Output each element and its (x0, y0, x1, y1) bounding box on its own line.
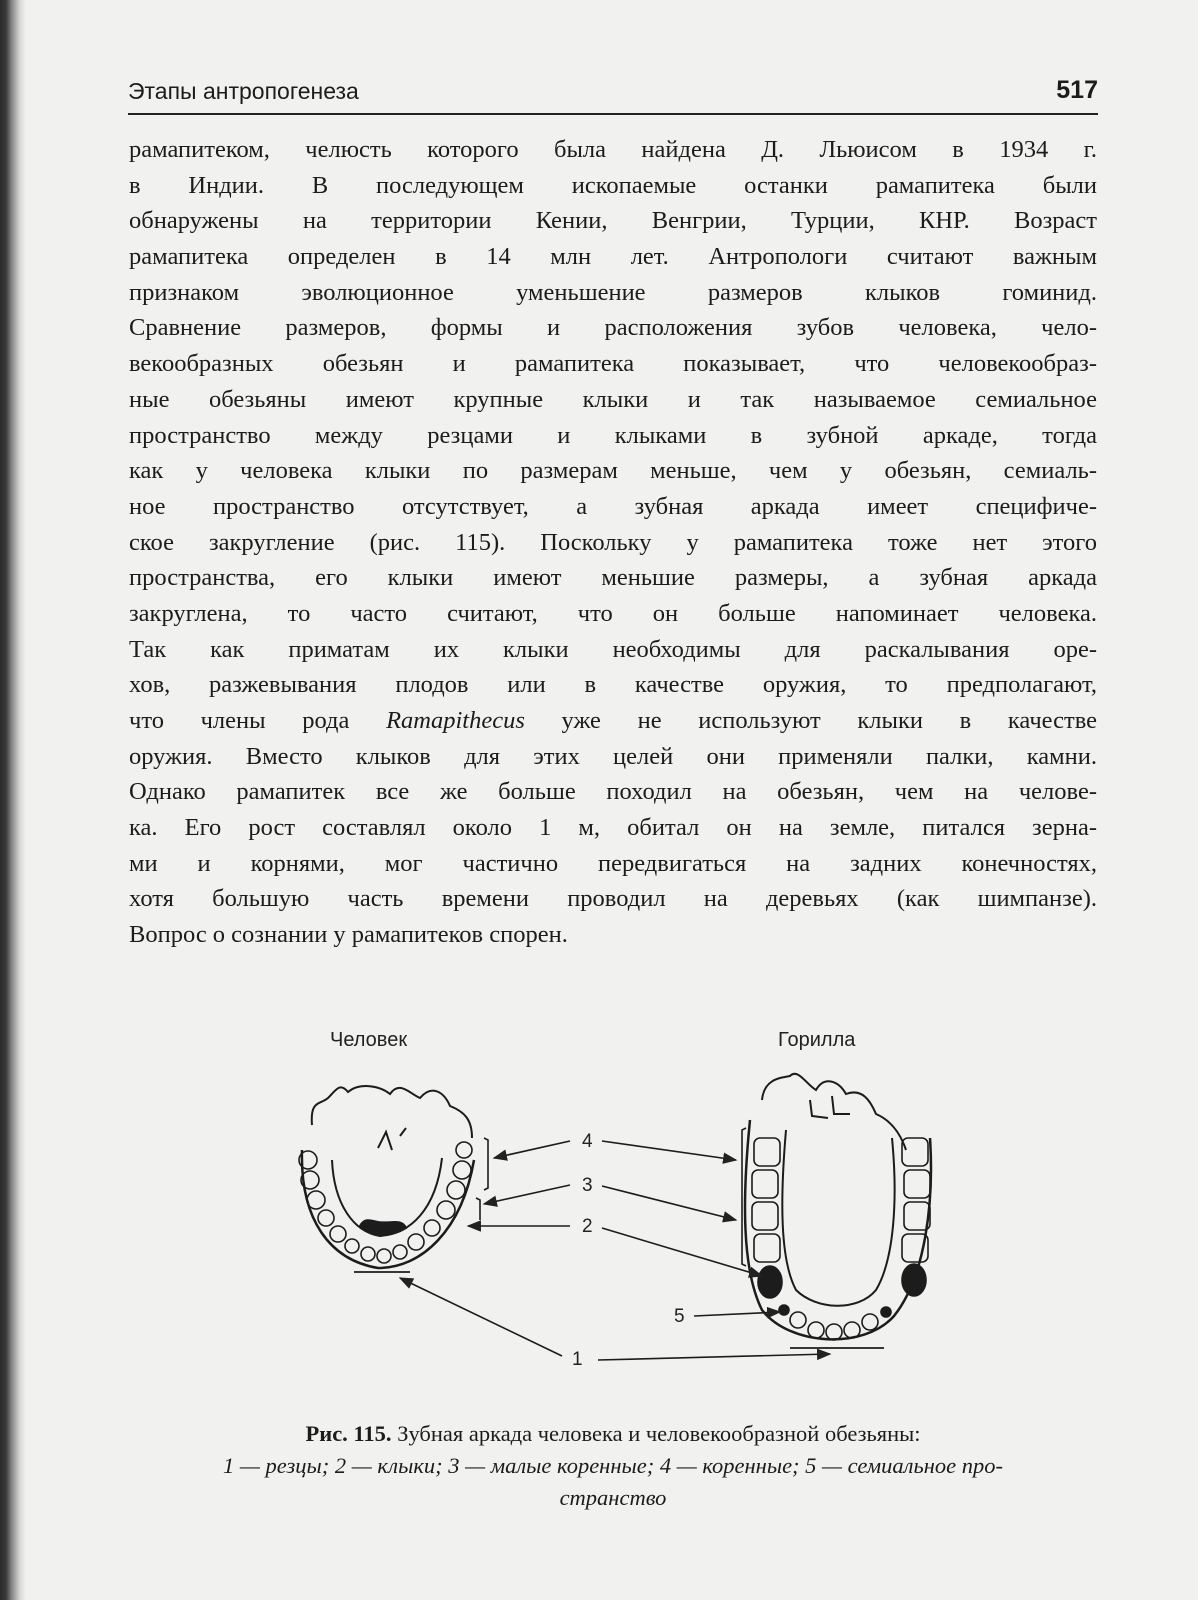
running-head (128, 78, 1098, 112)
text-line: ка. Его рост составлял около 1 м, обитал он на земле, питался зерна- (129, 814, 1097, 842)
text-line: оружия. Вместо клыков для этих целей они применяли палки, камни. (129, 742, 1097, 770)
text-line: ные обезьяны имеют крупные клыки и так называемое семиальное (129, 385, 1097, 413)
gorilla-jaw (742, 1074, 931, 1348)
figure-dental-arcade (250, 1020, 950, 1400)
arrow-1-gorilla (598, 1354, 830, 1360)
label-human: Человек (330, 1029, 408, 1051)
leader-arrows (400, 1141, 830, 1360)
text-line: Однако рамапитек все же больше походил на обезьян, чем на челове- (129, 778, 1097, 806)
text-line: обнаружены на территории Кении, Венгрии, Турции, КНР. Возраст (129, 207, 1097, 235)
caption-figure-number: Рис. 115. (305, 1421, 392, 1446)
arrow-2-gorilla (602, 1228, 762, 1276)
human-teeth (299, 1142, 472, 1263)
text-line: векообразных обезьян и рамапитека показывает, что человекообраз- (129, 350, 1097, 378)
text-line: хов, разжевывания плодов или в качестве оружия, то предполагают, (129, 671, 1097, 699)
label-num-3: 3 (582, 1175, 593, 1196)
label-num-4: 4 (582, 1131, 593, 1152)
text-line: ское закругление (рис. 115). Поскольку у рамапитека тоже нет этого (129, 528, 1097, 556)
text-line: в Индии. В последующем ископаемые останки рамапитека были (129, 171, 1097, 199)
gorilla-palate-mark (810, 1096, 850, 1118)
text-line: ми и корнями, мог частично передвигаться на задних конечностях, (129, 849, 1097, 877)
genus-name: Ramapithecus (386, 707, 525, 734)
text-line: рамапитека определен в 14 млн лет. Антропологи считают важным (129, 243, 1097, 271)
caption-title-line (130, 1418, 1096, 1450)
text-line: признаком эволюционное уменьшение размеров клыков гоминид. (129, 278, 1097, 306)
human-palate-outline (312, 1086, 472, 1138)
arrow-4-human (494, 1141, 570, 1158)
figure-caption (130, 1418, 1096, 1514)
human-jaw (299, 1086, 488, 1272)
text-line: закруглена, то часто считают, что он больше напоминает человека. (129, 599, 1097, 627)
arrow-3-gorilla (602, 1186, 736, 1220)
text-line-with-genus (129, 703, 1097, 739)
text-line: как у человека клыки по размерам меньше, чем у обезьян, семиаль- (129, 457, 1097, 485)
gorilla-teeth (752, 1138, 930, 1340)
gorilla-arch-inner (782, 1130, 894, 1306)
text-line: рамапитеком, челюсть которого была найдена Д. Льюисом в 1934 г. (129, 136, 1097, 163)
text-line-last: Вопрос о сознании у рамапитеков спорен. (129, 921, 568, 949)
label-num-2: 2 (582, 1216, 593, 1237)
human-bracket-3 (476, 1198, 480, 1220)
caption-legend-line: 1 — резцы; 2 — клыки; 3 — малые коренные; 4 — коренные; 5 — семиальное про- (223, 1453, 1003, 1478)
human-palate-mark (378, 1128, 406, 1150)
caption-legend-line: странство (559, 1485, 667, 1510)
text-segment: уже не используют клыки в качестве (524, 707, 1098, 734)
text-line: Сравнение размеров, формы и расположения зубов человека, чело- (129, 314, 1097, 342)
header-rule (128, 113, 1098, 115)
body-paragraph (129, 132, 1097, 953)
arrow-1-human (400, 1278, 562, 1356)
text-segment: что члены рода (129, 707, 387, 734)
label-num-1: 1 (572, 1349, 583, 1370)
text-line: ное пространство отсутствует, а зубная аркада имеет специфиче- (129, 492, 1097, 520)
label-num-5: 5 (674, 1306, 685, 1327)
text-line: пространства, его клыки имеют меньшие размеры, а зубная аркада (129, 564, 1097, 592)
label-gorilla: Горилла (778, 1029, 856, 1051)
text-line: пространство между резцами и клыками в зубной аркаде, тогда (129, 421, 1097, 449)
caption-title: Зубная аркада человека и человекообразной обезьяны: (391, 1421, 921, 1446)
book-binding-shadow (0, 0, 26, 1600)
chapter-title: Этапы антропогенеза (128, 78, 359, 104)
arrow-3-human (484, 1185, 570, 1204)
text-line: хотя большую часть времени проводил на деревьях (как шимпанзе). (129, 885, 1097, 913)
dental-arcade-drawing (250, 1020, 950, 1400)
arrow-4-gorilla (602, 1141, 736, 1160)
page-number: 517 (1056, 76, 1098, 104)
text-line: Так как приматам их клыки необходимы для раскалывания оре- (129, 635, 1097, 663)
human-bracket-4 (484, 1138, 488, 1190)
